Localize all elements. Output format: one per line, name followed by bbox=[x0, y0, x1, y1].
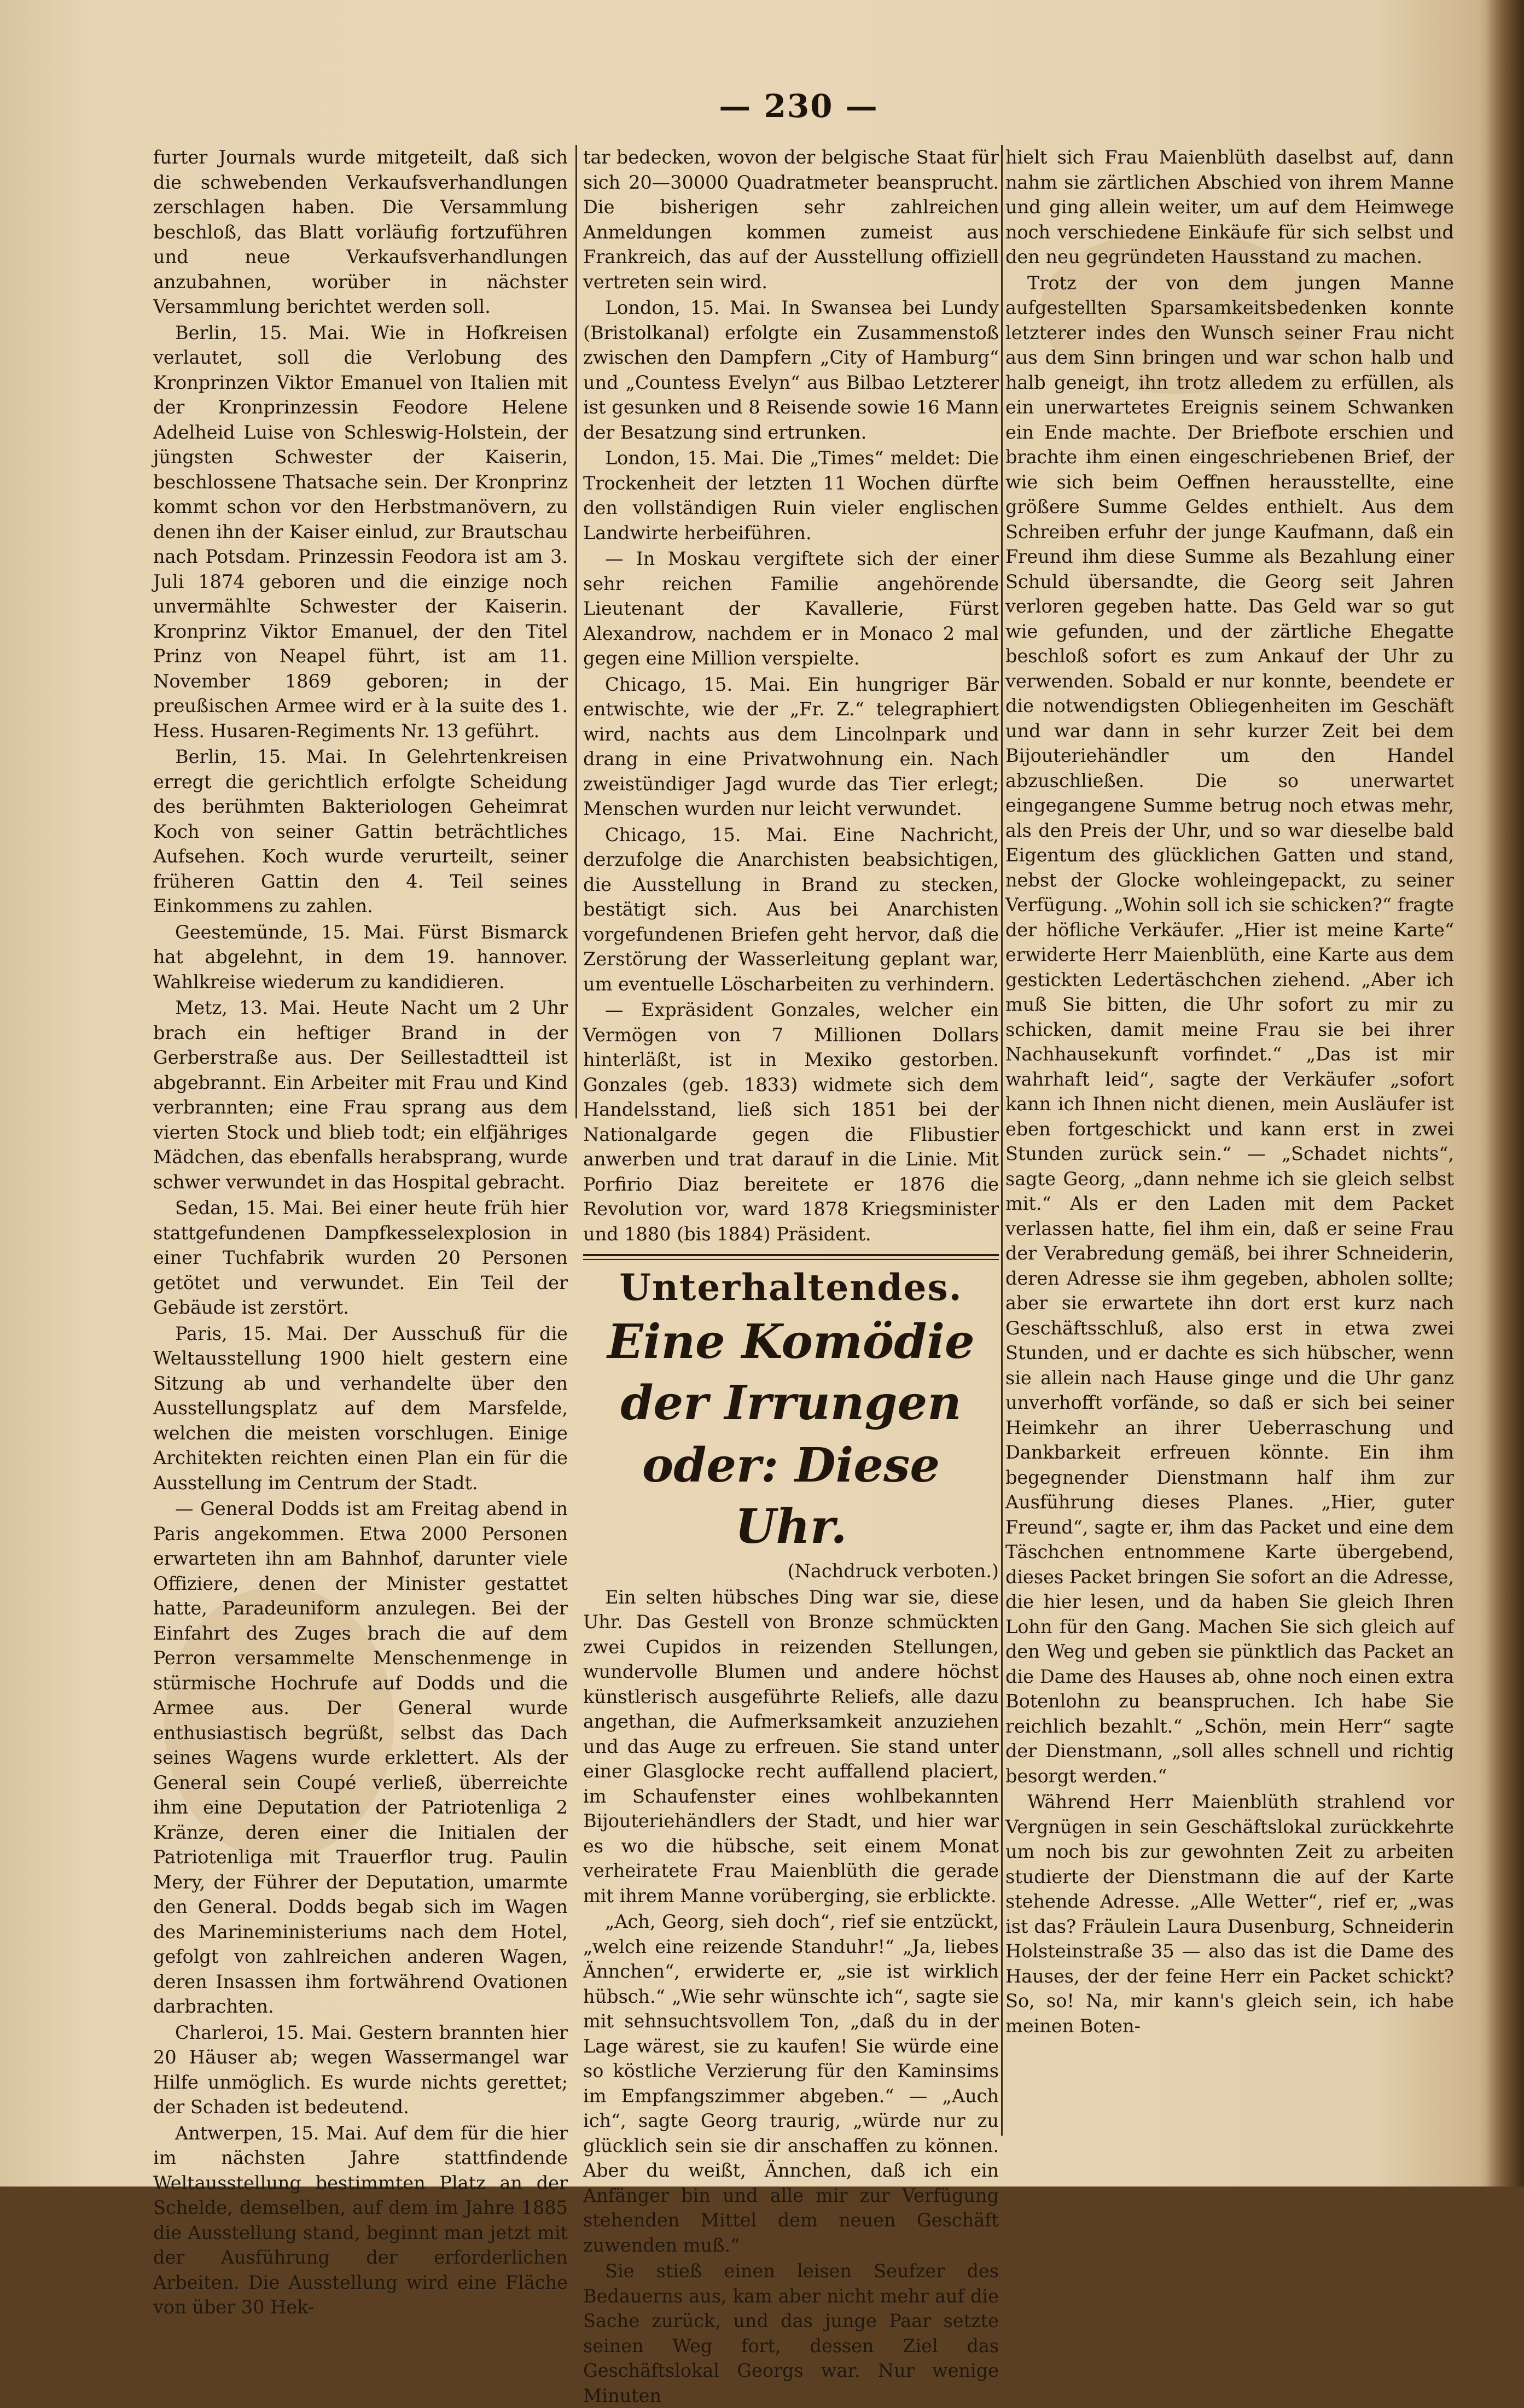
news-item: tar bedecken, wovon der belgische Staat für sich 20—30000 Quadratmeter beansprucht. Die bisherigen sehr zahlreichen Anmeldungen kommen zumeist aus Frankreich, das auf der Ausstellung offiziell vertreten sein wird. bbox=[583, 147, 999, 293]
news-item: Berlin, 15. Mai. In Gelehrtenkreisen erregt die gerichtlich erfolgte Scheidung des berühmten Bakteriologen Geheimrat Koch von seiner Gattin beträchtliches Aufsehen. Koch wurde verurteilt, seiner früheren Gattin den 4. Teil seines Einkommens zu zahlen. bbox=[153, 746, 568, 917]
column-3 bbox=[1005, 145, 1454, 2136]
column-1 bbox=[153, 145, 568, 2318]
news-item: — Expräsident Gonzales, welcher ein Vermögen von 7 Millionen Dollars hinterläßt, ist in Mexiko gestorben. Gonzales (geb. 1833) widmete sich dem Handelsstand, ließ sich 1851 bei der Nationalgarde gegen die Flibustier anwerben und trat darauf in die Linie. Mit Porfirio Diaz bereitete er 1876 die Revolution vor, ward 1878 Kriegsminister und 1880 (bis 1884) Präsident. bbox=[583, 999, 999, 1245]
column-rule bbox=[575, 145, 577, 1118]
news-item: — General Dodds ist am Freitag abend in Paris angekommen. Etwa 2000 Personen erwarteten ihn am Bahnhof, darunter viele Offiziere, denen der Minister gestattet hatte, Paradeuniform anzulegen. Bei der Einfahrt des Zuges brach die auf dem Perron versammelte Menschenmenge in stürmische Hochrufe auf Dodds und die Armee aus. Der General wurde enthusiastisch begrüßt, selbst das Dach seines Wagens wurde erklettert. Als der General sein Coupé verließ, überreichte ihm eine Deputation der Patriotenliga 2 Kränze, deren einer die Initialen der Patriotenliga mit Trauerflor trug. Paulin Mery, der Führer der Deputation, umarmte den General. Dodds begab sich im Wagen des Marineministeriums nach dem Hotel, gefolgt von zahlreichen anderen Wagen, deren Insassen ihm fortwährend Ovationen darbrachten. bbox=[153, 1498, 568, 2017]
column-rule bbox=[1001, 145, 1003, 2136]
story-paragraph: hielt sich Frau Maienblüth daselbst auf, dann nahm sie zärtlichen Abschied von ihrem Manne und ging allein weiter, um auf dem Heimwege noch verschiedene Einkäufe für sich selbst und den neu gegründeten Hausstand zu machen. bbox=[1005, 147, 1454, 267]
news-item: Berlin, 15. Mai. Wie in Hofkreisen verlautet, soll die Verlobung des Kronprinzen Viktor Emanuel von Italien mit der Kronprinzessin Feodore Helene Adelheid Luise von Schleswig-Holstein, der jüngsten Schwester der Kaiserin, beschlossene Thatsache sein. Der Kronprinz kommt schon vor den Herbstmanövern, zu denen ihn der Kaiser einlud, zur Brautschau nach Potsdam. Prinzessin Feodora ist am 3. Juli 1874 geboren und die einzige noch unvermählte Schwester der Kaiserin. Kronprinz Viktor Emanuel, der den Titel Prinz von Neapel führt, ist am 11. November 1869 geboren; in der preußischen Armee wird er à la suite des 1. Hess. Husaren-Regiments Nr. 13 geführt. bbox=[153, 322, 568, 742]
book-binding-edge bbox=[1486, 0, 1524, 2187]
news-item: Chicago, 15. Mai. Ein hungriger Bär entwischte, wie der „Fr. Z.“ telegraphiert wird, nachts aus dem Lincolnpark und drang in eine Privatwohnung ein. Nach zweistündiger Jagd wurde das Tier erlegt; Menschen wurden nur leicht verwundet. bbox=[583, 673, 999, 819]
news-item: Antwerpen, 15. Mai. Auf dem für die hier im nächsten Jahre stattfindende Weltausstellung bestimmten Platz an der Schelde, demselben, auf dem im Jahre 1885 die Ausstellung stand, beginnt man jetzt mit der Ausführung der erforderlichen Arbeiten. Die Ausstellung wird eine Fläche von über 30 Hek- bbox=[153, 2122, 568, 2318]
story-paragraph: Ein selten hübsches Ding war sie, diese Uhr. Das Gestell von Bronze schmückten zwei Cupidos in reizenden Stellungen, wundervolle Blumen und andere höchst künstlerisch ausgeführte Reliefs, alle dazu angethan, die Aufmerksamkeit anzuziehen und das Auge zu erfreuen. Sie stand unter einer Glasglocke recht auffallend placiert, im Schaufenster eines wohlbekannten Bijouteriehändlers der Stadt, und hier war es wo die hübsche, seit einem Monat verheiratete Frau Maienblüth die gerade mit ihrem Manne vorüberging, sie erblickte. bbox=[583, 1586, 999, 1906]
news-item: Sedan, 15. Mai. Bei einer heute früh hier stattgefundenen Dampfkesselexplosion in einer Tuchfabrik wurden 20 Personen getötet und verwundet. Ein Teil der Gebäude ist zerstört. bbox=[153, 1197, 568, 1318]
news-item: Paris, 15. Mai. Der Ausschuß für die Weltausstellung 1900 hielt gestern eine Sitzung ab und verhandelte über den Ausstellungsplatz auf dem Marsfelde, welchen die meisten vorschlugen. Einige Architekten reichten einen Plan ein für die Ausstellung im Centrum der Stadt. bbox=[153, 1322, 568, 1494]
story-title: Eine Komödie der Irrungen bbox=[607, 1314, 975, 1431]
story-paragraph: „Ach, Georg, sieh doch“, rief sie entzückt, „welch eine reizende Standuhr!“ „Ja, liebes Ännchen“, erwiderte er, „sie ist wirklich hübsch.“ „Wie sehr wünschte ich“, sagte sie mit sehnsuchtsvollem Ton, „daß du in der Lage wärest, sie zu kaufen! Sie würde eine so köstliche Verzierung für den Kaminsims im Empfangszimmer abgeben.“ — „Auch ich“, sagte Georg traurig, „würde nur zu glücklich sein sie dir anschaffen zu können. Aber du weißt, Ännchen, daß ich ein Anfänger bin und alle mir zur Verfügung stehenden Mittel dem neuen Geschäft zuwenden muß.“ bbox=[583, 1911, 999, 2256]
reprint-note: (Nachdruck verboten.) bbox=[787, 1560, 999, 1582]
section-divider bbox=[583, 1254, 999, 1260]
news-item: London, 15. Mai. Die „Times“ meldet: Die Trockenheit der letzten 11 Wochen dürfte den vollständigen Ruin vieler englischen Landwirte herbeiführen. bbox=[583, 447, 999, 544]
news-item: Metz, 13. Mai. Heute Nacht um 2 Uhr brach ein heftiger Brand in der Gerberstraße aus. Der Seillestadtteil ist abgebrannt. Ein Arbeiter mit Frau und Kind verbrannten; eine Frau sprang aus dem vierten Stock und blieb todt; ein elfjähriges Mädchen, das ebenfalls herabsprang, wurde schwer verwundet in das Hospital gebracht. bbox=[153, 997, 568, 1193]
news-item: Geestemünde, 15. Mai. Fürst Bismarck hat abgelehnt, in dem 19. hannover. Wahlkreise wiederum zu kandidieren. bbox=[153, 921, 568, 993]
page-number: — 230 — bbox=[719, 88, 879, 125]
section-title: Unterhaltendes. bbox=[619, 1266, 963, 1309]
news-item: furter Journals wurde mitgeteilt, daß sich die schwebenden Verkaufsverhandlungen zerschlagen haben. Die Versammlung beschloß, das Blatt vorläufig fortzuführen und neue Verkaufsverhandlungen anzubahnen, worüber in nächster Versammlung berichtet werden soll. bbox=[153, 147, 568, 317]
story-paragraph: Während Herr Maienblüth strahlend vor Vergnügen in sein Geschäftslokal zurückkehrte um noch bis zur gewohnten Zeit zu arbeiten studierte der Dienstmann die auf der Karte stehende Adresse. „Alle Wetter“, rief er, „was ist das? Fräulein Laura Dusenburg, Schneiderin Holsteinstraße 35 — also das ist die Dame des Hauses, der der feine Herr ein Packet schickt? So, so! Na, mir kann's gleich sein, ich habe meinen Boten- bbox=[1005, 1791, 1454, 2037]
story-subtitle: oder: Diese Uhr. bbox=[642, 1438, 940, 1554]
news-item: — In Moskau vergiftete sich der einer sehr reichen Familie angehörende Lieutenant der Kavallerie, Fürst Alexandrow, nachdem er in Monaco 2 mal gegen eine Million verspielte. bbox=[583, 548, 999, 669]
news-item: London, 15. Mai. In Swansea bei Lundy (Bristolkanal) erfolgte ein Zusammenstoß zwischen den Dampfern „City of Hamburg“ und „Countess Evelyn“ aus Bilbao Letzterer ist gesunken und 8 Reisende sowie 16 Mann der Besatzung sind ertrunken. bbox=[583, 297, 999, 443]
news-item: Charleroi, 15. Mai. Gestern brannten hier 20 Häuser ab; wegen Wassermangel war Hilfe unmöglich. Es wurde nichts gerettet; der Schaden ist bedeutend. bbox=[153, 2021, 568, 2118]
story-paragraph: Sie stieß einen leisen Seufzer des Bedauerns aus, kam aber nicht mehr auf die Sache zurück, und das junge Paar setzte seinen Weg fort, dessen Ziel das Geschäftslokal Georgs war. Nur wenige Minuten bbox=[583, 2260, 999, 2406]
column-2 bbox=[583, 145, 999, 2406]
story-paragraph: Trotz der von dem jungen Manne aufgestellten Sparsamkeitsbedenken konnte letzterer indes den Wunsch seiner Frau nicht aus dem Sinn bringen und war schon halb und halb geneigt, ihn trotz alledem zu erfüllen, als ein unerwartetes Ereignis seinem Schwanken ein Ende machte. Der Briefbote erschien und brachte ihm einen eingeschriebenen Brief, der wie sich beim Oeffnen herausstellte, eine größere Summe Geldes enthielt. Aus dem Schreiben erfuhr der junge Kaufmann, daß ein Freund ihm diese Summe als Bezahlung einer Schuld übersandte, die Georg seit Jahren verloren gegeben hatte. Das Geld war so gut wie gefunden, und der zärtliche Ehegatte beschloß sofort es zum Ankauf der Uhr zu verwenden. Sobald er nur konnte, beendete er die notwendigsten Obliegenheiten im Geschäft und war dann in sehr kurzer Zeit bei dem Bijouteriehändler um den Handel abzuschließen. Die so unerwartet eingegangene Summe betrug noch etwas mehr, als den Preis der Uhr, und so war dieselbe bald Eigentum des glücklichen Gatten und stand, nebst der Glocke wohleingepackt, zu seiner Verfügung. „Wohin soll ich sie schicken?“ fragte der höfliche Verkäufer. „Hier ist meine Karte“ erwiderte Herr Maienblüth, eine Karte aus dem gestickten Ledertäschchen ziehend. „Aber ich muß Sie bitten, die Uhr sofort zu mir zu schicken, damit meine Frau sie bei ihrer Nachhausekunft vorfindet.“ „Das ist mir wahrhaft leid“, sagte der Verkäufer „sofort kann ich Ihnen nicht dienen, mein Ausläufer ist eben fortgeschickt und kann erst in zwei Stunden zurück sein.“ — „Schadet nichts“, sagte Georg, „dann nehme ich sie gleich selbst mit.“ Als er den Laden mit dem Packet verlassen hatte, fiel ihm ein, daß er seine Frau der Verabredung gemäß, bei ihrer Schneiderin, deren Adresse sie ihm gegeben, abholen sollte; aber sie erwartete ihn dort erst kurz nach Geschäftsschluß, also erst in etwa zwei Stunden, und er dachte es sich hübscher, wenn sie allein nach Hause ginge und die Uhr ganz unverhofft vorfände, so daß er sich bei seiner Heimkehr an ihrer Ueberraschung und Dankbarkeit erfreuen könnte. Ein ihm begegnender Dienstmann half ihm zur Ausführung dieses Planes. „Hier, guter Freund“, sagte er, ihm das Packet und eine dem Täschchen entnommene Karte übergebend, dieses Packet bringen Sie sofort an die Adresse, die hier lesen, und da haben Sie gleich Ihren Lohn für den Gang. Machen Sie sich gleich auf den Weg und geben sie pünktlich das Packet an die Dame des Hauses ab, ohne noch einen extra Botenlohn zu beanspruchen. Ich habe Sie reichlich bezahlt.“ „Schön, mein Herr“ sagte der Dienstmann, „soll alles schnell und richtig besorgt werden.“ bbox=[1005, 272, 1454, 1787]
news-item: Chicago, 15. Mai. Eine Nachricht, derzufolge die Anarchisten beabsichtigen, die Ausstellung in Brand zu stecken, bestätigt sich. Aus bei Anarchisten vorgefundenen Briefen geht hervor, daß die Zerstörung der Wasserleitung geplant war, um eventuelle Löscharbeiten zu verhindern. bbox=[583, 824, 999, 995]
